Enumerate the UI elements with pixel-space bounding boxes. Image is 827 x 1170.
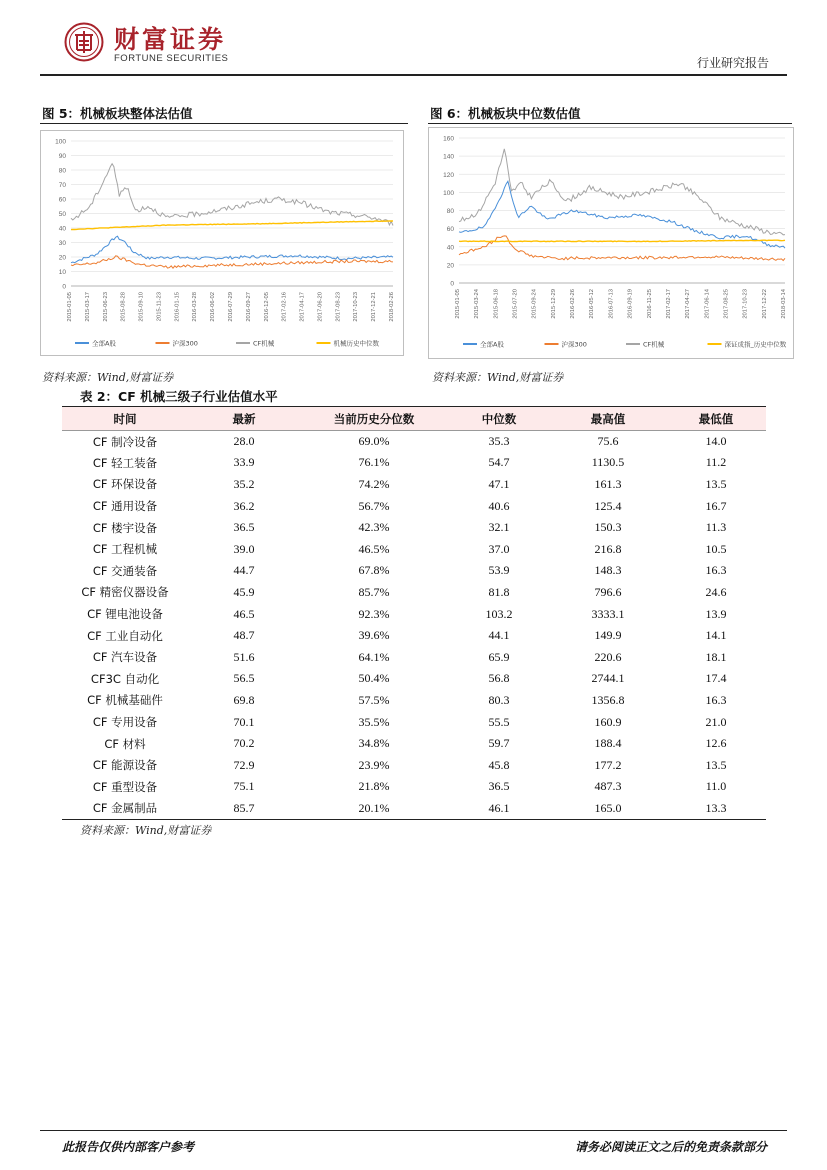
table-cell: 32.1 <box>488 520 510 535</box>
figure6-ytick-label: 100 <box>443 189 454 197</box>
table-cell: 1356.8 <box>591 692 625 707</box>
table-cell: 80.3 <box>488 692 510 707</box>
table-row <box>62 733 766 755</box>
figure5-ytick-label: 80 <box>58 167 66 175</box>
figure6-ytick-label: 80 <box>446 208 454 215</box>
table-cell: 48.7 <box>233 628 255 643</box>
figure6-xtick-label: 2017-06-14 <box>704 289 711 319</box>
table-row <box>62 711 766 733</box>
figure6-series-line-4 <box>459 240 785 241</box>
figure5-ytick-label: 0 <box>62 283 66 291</box>
figure6-xtick-label: 2017-12-22 <box>761 289 768 319</box>
table-source: 资料来源：Wind,财富证券 <box>80 824 212 837</box>
figure5-xtick-label: 2017-12-21 <box>371 292 378 322</box>
table-cell: 150.3 <box>594 520 622 535</box>
table-cell: 54.7 <box>488 455 510 470</box>
table-cell: 17.4 <box>705 671 727 686</box>
table-cell: 75.6 <box>597 434 619 449</box>
figure5-xtick-label: 2017-02-16 <box>281 292 288 322</box>
brand-name-en: FORTUNE SECURITIES <box>114 53 229 64</box>
table-row <box>62 646 766 668</box>
figure6-xtick-label: 2015-03-24 <box>474 289 481 319</box>
footer-disclaimer-left: 此报告仅供内部客户参考 <box>62 1140 195 1154</box>
table-cell: 216.8 <box>594 541 622 556</box>
table-cell: 220.6 <box>594 649 622 664</box>
table-cell: 46.5 <box>233 606 255 621</box>
table-cell: 13.3 <box>666 798 766 820</box>
table-cell: 76.1% <box>358 455 390 470</box>
valuation-table <box>62 406 766 820</box>
figure6-ytick-label: 140 <box>443 153 454 161</box>
figure5-source: 资料来源：Wind,财富证券 <box>42 371 174 384</box>
table-cell: 50.4% <box>358 671 390 686</box>
subindustry-name-cell: CF 汽车设备 <box>92 650 158 665</box>
table-header-row <box>62 407 766 431</box>
table-row <box>62 474 766 496</box>
table-cell: 35.5% <box>358 714 390 729</box>
table-cell: 70.2 <box>233 736 255 751</box>
table-cell: 161.3 <box>594 476 622 491</box>
subindustry-name-cell: CF 工程机械 <box>92 542 158 557</box>
figure5-xtick-label: 2016-07-29 <box>228 292 234 322</box>
figure6-chart <box>428 127 794 359</box>
footer-disclaimer-right: 请务必阅读正文之后的免责条款部分 <box>574 1140 767 1154</box>
subindustry-name-cell: CF 金属制品 <box>62 798 188 820</box>
subindustry-name-cell: CF 能源设备 <box>92 758 158 773</box>
table-cell: 55.5 <box>488 714 510 729</box>
table-cell: 44.7 <box>233 563 255 578</box>
subindustry-name-cell: CF 锂电池设备 <box>87 607 163 622</box>
table-cell: 487.3 <box>594 779 622 794</box>
figure6-ytick-label: 0 <box>450 280 454 288</box>
subindustry-name-cell: CF3C 自动化 <box>90 671 160 686</box>
figure5-legend-label: 机械历史中位数 <box>333 339 379 348</box>
table-cell: 14.0 <box>705 434 727 449</box>
figure5-xtick-label: 2017-04-17 <box>299 292 306 322</box>
figure6-xtick-label: 2016-09-19 <box>627 289 634 319</box>
table-row <box>62 538 766 560</box>
figure6-title: 图 6：机械板块中位数估值 <box>430 106 581 121</box>
figure5-xtick-label: 2017-08-23 <box>335 292 342 322</box>
table-row <box>62 603 766 625</box>
subindustry-name-cell: CF 机械基础件 <box>87 693 163 708</box>
table-header-cell: 当前历史分位数 <box>300 407 448 431</box>
figure6-title-rule <box>428 123 792 124</box>
table-cell: 21.0 <box>705 714 727 729</box>
figure5-ytick-label: 60 <box>58 196 66 204</box>
table-cell: 2744.1 <box>591 671 625 686</box>
figure5-ytick-label: 30 <box>58 240 66 247</box>
table-header-cell: 最高值 <box>550 407 666 431</box>
subindustry-name-cell: CF 环保设备 <box>92 477 158 492</box>
table-cell: 44.1 <box>488 628 510 643</box>
fortune-securities-logo-icon <box>64 22 104 62</box>
table-cell: 24.6 <box>705 584 727 599</box>
subindustry-name-cell: CF 交通装备 <box>92 563 158 578</box>
table-cell: 165.0 <box>550 798 666 820</box>
subindustry-name-cell: CF 轻工装备 <box>92 455 158 470</box>
table-cell: 16.3 <box>705 692 727 707</box>
table-cell: 16.7 <box>705 498 727 513</box>
figure6-legend-label: CF机械 <box>643 340 665 349</box>
table-cell: 13.5 <box>705 476 727 491</box>
figure5-series-line-2 <box>71 256 393 268</box>
table-row <box>62 560 766 582</box>
table-row <box>62 452 766 474</box>
table-cell: 85.7 <box>188 798 300 820</box>
subindustry-name-cell: CF 精密仪器设备 <box>81 585 169 600</box>
table-cell: 35.2 <box>233 476 255 491</box>
table-cell: 21.8% <box>358 779 390 794</box>
table-cell: 53.9 <box>488 563 510 578</box>
figure5-xtick-label: 2016-12-05 <box>263 292 270 322</box>
figure5-legend-label: CF机械 <box>253 339 275 348</box>
figure5-xtick-label: 2016-09-27 <box>245 292 252 322</box>
subindustry-name-cell: CF 材料 <box>104 736 146 751</box>
figure6-legend-label: 全部A股 <box>480 340 504 349</box>
table-row <box>62 690 766 712</box>
table-cell: 64.1% <box>358 649 390 664</box>
figure6-series-line-2 <box>459 236 785 261</box>
table-cell: 20.1% <box>300 798 448 820</box>
figure5-ytick-label: 20 <box>58 254 66 262</box>
table-row <box>62 754 766 776</box>
figure5-series-line-3 <box>71 164 393 226</box>
figure5-title: 图 5：机械板块整体法估值 <box>42 106 193 121</box>
figure6-xtick-label: 2015-12-29 <box>550 289 557 319</box>
table-cell: 148.3 <box>594 563 622 578</box>
footer-divider <box>40 1130 787 1131</box>
table-cell: 23.9% <box>358 757 390 772</box>
table-header-cell: 最新 <box>188 407 300 431</box>
table-row <box>62 625 766 647</box>
figure5-xtick-label: 2016-03-28 <box>192 292 199 322</box>
table-cell: 12.6 <box>705 736 727 751</box>
figure5-xtick-label: 2015-01-05 <box>67 292 73 322</box>
figure5-ytick-label: 40 <box>58 225 66 233</box>
table-cell: 11.2 <box>705 455 727 470</box>
table-cell: 35.3 <box>488 434 510 449</box>
table-cell: 188.4 <box>594 736 622 751</box>
table-cell: 72.9 <box>233 757 255 772</box>
figure6-xtick-label: 2016-02-26 <box>570 289 577 319</box>
table-cell: 11.3 <box>705 520 727 535</box>
table-cell: 85.7% <box>358 584 390 599</box>
figure5-ytick-label: 50 <box>58 211 66 218</box>
table-cell: 47.1 <box>488 476 510 491</box>
figure5-ytick-label: 70 <box>58 182 66 189</box>
table-cell: 69.8 <box>233 692 255 707</box>
table-cell: 81.8 <box>488 584 510 599</box>
table-row <box>62 668 766 690</box>
figure6-xtick-label: 2016-11-25 <box>646 289 653 319</box>
figure6-ytick-label: 60 <box>446 226 454 234</box>
table-cell: 74.2% <box>358 476 390 491</box>
table-cell: 39.6% <box>358 628 390 643</box>
figure6-ytick-label: 40 <box>446 244 454 252</box>
table-cell: 69.0% <box>358 434 390 449</box>
table-cell: 18.1 <box>705 649 727 664</box>
table-cell: 33.9 <box>233 455 255 470</box>
table-header-cell: 中位数 <box>448 407 550 431</box>
table-cell: 67.8% <box>358 563 390 578</box>
subindustry-name-cell: CF 通用设备 <box>92 499 158 514</box>
table-row <box>62 495 766 517</box>
figure6-xtick-label: 2015-06-18 <box>493 289 500 319</box>
figure5-xtick-label: 2016-01-15 <box>174 292 181 322</box>
table-cell: 11.0 <box>705 779 727 794</box>
table-body <box>62 431 766 820</box>
figure5-ytick-label: 100 <box>55 138 66 146</box>
table-cell: 70.1 <box>233 714 255 729</box>
figure6-ytick-label: 160 <box>443 135 454 143</box>
table-cell: 149.9 <box>594 628 622 643</box>
figure5-title-rule <box>40 123 408 124</box>
table-cell: 160.9 <box>594 714 622 729</box>
table-cell: 14.1 <box>705 628 727 643</box>
figure6-xtick-label: 2016-07-13 <box>608 289 615 319</box>
table-cell: 56.5 <box>233 671 255 686</box>
table-cell: 56.8 <box>488 671 510 686</box>
table-cell: 59.7 <box>488 736 510 751</box>
subindustry-name-cell: CF 制冷设备 <box>92 434 158 449</box>
table-cell: 13.9 <box>705 606 727 621</box>
figure6-xtick-label: 2017-08-25 <box>723 289 730 319</box>
report-type-label: 行业研究报告 <box>696 56 769 70</box>
table-cell: 13.5 <box>705 757 727 772</box>
subindustry-name-cell: CF 工业自动化 <box>87 628 163 643</box>
figure6-xtick-label: 2015-01-05 <box>455 289 461 319</box>
figure6-series-line-3 <box>459 149 785 235</box>
table-cell: 42.3% <box>358 520 390 535</box>
figure6-legend-label: 深证成指_历史中位数 <box>724 340 787 349</box>
table-cell: 65.9 <box>488 649 510 664</box>
figure5-legend-label: 全部A股 <box>92 339 116 348</box>
figure5-xtick-label: 2018-02-26 <box>389 292 395 322</box>
table-row <box>62 776 766 798</box>
table-cell: 10.5 <box>705 541 727 556</box>
figure5-xtick-label: 2015-08-28 <box>120 292 127 322</box>
figure5-chart-svg <box>41 131 403 355</box>
table-header-cell: 最低值 <box>666 407 766 431</box>
figure5-xtick-label: 2017-06-20 <box>317 292 324 322</box>
table-cell: 46.5% <box>358 541 390 556</box>
subindustry-name-cell: CF 专用设备 <box>92 715 158 730</box>
table-cell: 45.8 <box>488 757 510 772</box>
table-cell: 45.9 <box>233 584 255 599</box>
figure6-legend-label: 沪深300 <box>561 340 587 349</box>
figure6-xtick-label: 2017-04-27 <box>685 289 692 319</box>
table-row <box>62 798 766 820</box>
table-title: 表 2：CF 机械三级子行业估值水平 <box>80 389 278 404</box>
table-cell: 3333.1 <box>591 606 625 621</box>
table-cell: 16.3 <box>705 563 727 578</box>
table-row <box>62 582 766 604</box>
table-cell: 37.0 <box>488 541 510 556</box>
figure5-xtick-label: 2015-09-10 <box>138 292 145 322</box>
table-cell: 40.6 <box>488 498 510 513</box>
table-cell: 28.0 <box>233 434 255 449</box>
figure6-xtick-label: 2015-07-20 <box>512 289 519 319</box>
table-cell: 36.5 <box>488 779 510 794</box>
subindustry-name-cell: CF 楼宇设备 <box>92 520 158 535</box>
figure6-xtick-label: 2018-03-14 <box>781 289 787 319</box>
figure6-ytick-label: 20 <box>446 262 454 270</box>
table-cell: 125.4 <box>594 498 622 513</box>
table-row <box>62 517 766 539</box>
table-cell: 56.7% <box>358 498 390 513</box>
figure6-chart-svg <box>429 128 793 358</box>
figure6-source: 资料来源：Wind,财富证券 <box>432 371 564 384</box>
table-cell: 177.2 <box>594 757 622 772</box>
figure5-xtick-label: 2015-03-17 <box>84 292 91 322</box>
table-cell: 796.6 <box>594 584 622 599</box>
table-cell: 39.0 <box>233 541 255 556</box>
subindustry-name-cell: CF 重型设备 <box>92 779 158 794</box>
table-cell: 103.2 <box>485 606 513 621</box>
figure5-ytick-label: 10 <box>58 269 66 276</box>
figure6-xtick-label: 2015-09-24 <box>531 289 538 319</box>
figure5-ytick-label: 90 <box>58 153 66 160</box>
figure5-chart <box>40 130 404 356</box>
table-cell: 36.2 <box>233 498 255 513</box>
figure5-xtick-label: 2016-06-02 <box>210 292 217 322</box>
figure6-ytick-label: 120 <box>443 171 454 179</box>
figure5-xtick-label: 2015-06-23 <box>102 292 109 322</box>
figure6-xtick-label: 2016-05-12 <box>589 289 596 319</box>
table-cell: 75.1 <box>233 779 255 794</box>
table-cell: 92.3% <box>358 606 390 621</box>
table-cell: 34.8% <box>358 736 390 751</box>
header-divider <box>40 74 787 76</box>
figure5-legend-label: 沪深300 <box>172 339 198 348</box>
table-cell: 57.5% <box>358 692 390 707</box>
table-cell: 46.1 <box>448 798 550 820</box>
table-row <box>62 431 766 453</box>
table-cell: 51.6 <box>233 649 255 664</box>
table-cell: 36.5 <box>233 520 255 535</box>
figure6-xtick-label: 2017-10-23 <box>742 289 749 319</box>
figure5-xtick-label: 2017-10-23 <box>353 292 360 322</box>
brand-name-cn: 财富证券 <box>114 25 227 54</box>
table-header-cell: 时间 <box>62 407 188 431</box>
table-cell: 1130.5 <box>591 455 625 470</box>
figure5-xtick-label: 2015-11-23 <box>156 292 163 322</box>
figure6-xtick-label: 2017-02-17 <box>665 289 672 319</box>
